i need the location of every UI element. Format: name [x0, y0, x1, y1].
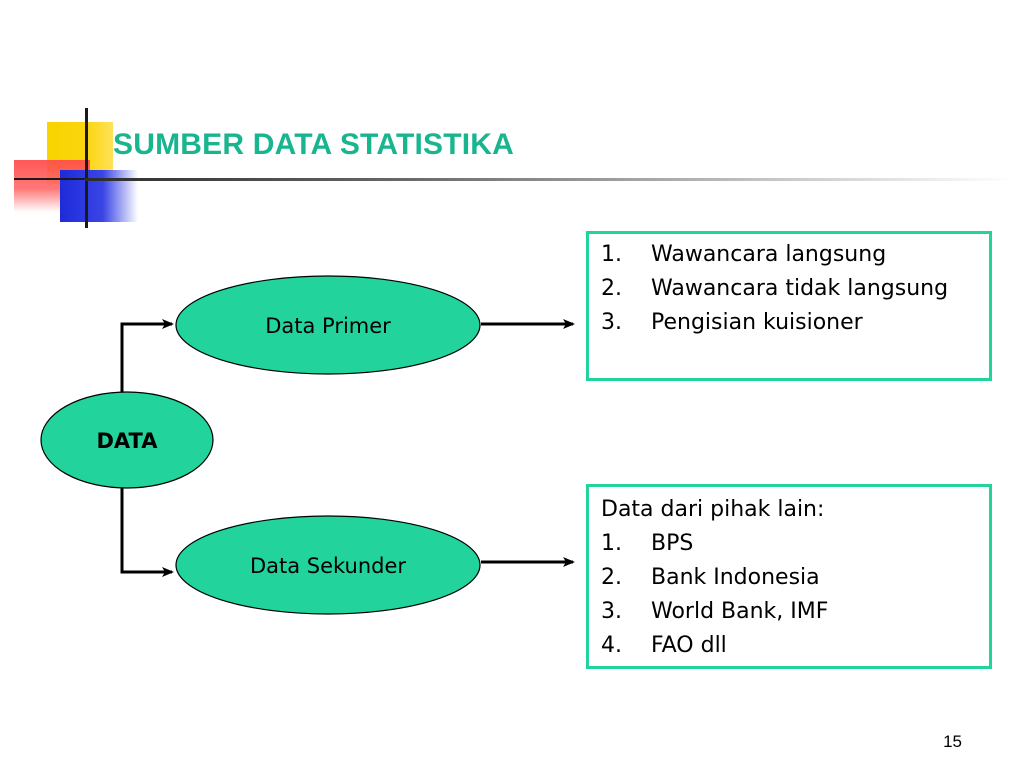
list-item-number: 2.	[601, 565, 622, 590]
list-item-number: 3.	[601, 599, 622, 624]
list-item-number: 1.	[601, 531, 622, 556]
list-item-text: Pengisian kuisioner	[651, 310, 863, 335]
node-data-sekunder-label: Data Sekunder	[249, 554, 407, 578]
list-item	[601, 561, 981, 595]
page-number: 15	[943, 732, 962, 751]
connector-data-to-primer	[122, 324, 172, 392]
primer-methods-list	[601, 238, 981, 340]
list-item-text: Bank Indonesia	[651, 565, 820, 590]
connector-data-to-sekunder	[122, 486, 172, 572]
primer-methods-box	[586, 231, 992, 381]
list-item	[601, 238, 981, 272]
node-data-label: DATA	[96, 429, 158, 453]
sekunder-sources-list	[601, 527, 981, 663]
list-item-text: World Bank, IMF	[651, 599, 829, 624]
list-item	[601, 306, 981, 340]
list-item	[601, 629, 981, 663]
node-data-primer-label: Data Primer	[265, 314, 391, 338]
list-item-number: 1.	[601, 242, 622, 267]
list-item	[601, 595, 981, 629]
list-item-number: 2.	[601, 276, 622, 301]
list-item-number: 4.	[601, 633, 622, 658]
list-item-text: Wawancara langsung	[651, 242, 887, 267]
slide-title: SUMBER DATA STATISTIKA	[113, 128, 515, 161]
list-item-text: FAO dll	[651, 633, 727, 658]
sekunder-sources-box	[586, 484, 992, 669]
list-item	[601, 527, 981, 561]
list-item-number: 3.	[601, 310, 622, 335]
sekunder-intro: Data dari pihak lain:	[601, 497, 825, 522]
list-item-text: BPS	[651, 531, 694, 556]
list-item	[601, 272, 981, 306]
list-item-text: Wawancara tidak langsung	[651, 276, 949, 301]
